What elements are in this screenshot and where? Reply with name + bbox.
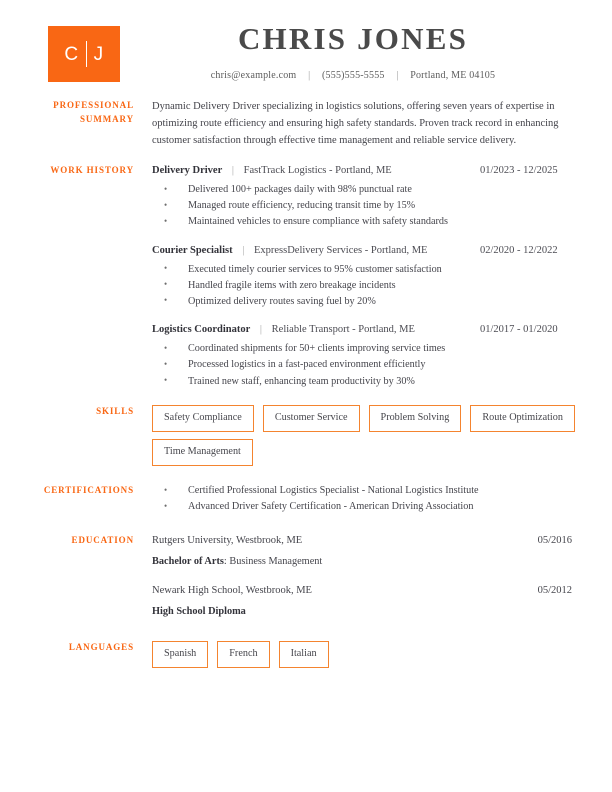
job-bullet: • Optimized delivery routes saving fuel by 20% [152,294,580,310]
contact-location: Portland, ME 04105 [410,70,496,82]
section-body-certifications [152,483,580,515]
job-heading-left [152,243,480,258]
skill-chip: Time Management [152,439,253,466]
section-label-certifications: CERTIFICATIONS [43,485,134,496]
education-row [152,583,580,599]
certification-item: • Certified Professional Logistics Specialist - National Logistics Institute [152,483,580,499]
education-date: 05/2012 [537,585,572,597]
job-company: Reliable Transport - Portland, ME [271,324,415,336]
education-entry [152,533,580,569]
monogram-initial-right: J [93,43,104,65]
job-separator: | [231,165,234,176]
monogram-initial-left: C [64,43,79,65]
job-company: FastTrack Logistics - Portland, ME [243,165,392,176]
contact-separator-2: | [396,70,399,82]
section-label-education: EDUCATION [71,535,134,546]
section-body-education [152,533,580,619]
education-degree [152,604,580,619]
job-bullet: • Delivered 100+ packages daily with 98% punctual rate [152,182,580,198]
job-bullet-list [152,341,580,389]
section-work-history [32,163,580,390]
job-title: Logistics Coordinator [152,324,251,336]
certification-item: • Advanced Driver Safety Certification - American Driving Association [152,499,580,515]
job-heading-left [152,163,480,178]
skills-chip-list [152,404,580,466]
section-skills [32,404,580,466]
job-bullet-list [152,262,580,310]
section-label-work-history: WORK HISTORY [50,165,134,175]
education-date: 05/2016 [537,535,572,547]
education-school: Newark High School, Westbrook, ME [152,585,312,597]
job-company: ExpressDelivery Services - Portland, ME [253,244,428,256]
skill-chip: Problem Solving [369,405,462,432]
section-body-work-history [152,163,580,390]
monogram-logo [48,26,120,82]
job-bullet-list [152,182,580,230]
job-dates: 01/2023 - 12/2025 [480,165,558,176]
job-separator: | [259,324,263,336]
contact-email[interactable]: chris@example.com [210,70,297,82]
work-history-entry [152,243,580,311]
skill-chip: Customer Service [263,405,360,432]
work-history-entry [152,163,580,231]
job-header [152,322,580,337]
job-dates: 01/2017 - 01/2020 [480,324,558,336]
summary-paragraph: Dynamic Delivery Driver specializing in logistics solutions, offering seven years of expertise in optimizing route efficiency and ensuring high safety standards. Proven track record in enhancing customer satisfaction through effective time management and reliable service delivery. [152,101,559,146]
job-heading-left [152,322,480,337]
language-chip: Italian [279,641,329,668]
section-education [32,533,580,619]
job-bullet: • Executed timely courier services to 95% customer satisfaction [152,262,580,278]
section-certifications [32,483,580,515]
language-chip: Spanish [152,641,208,668]
education-entry [152,583,580,619]
job-bullet: • Maintained vehicles to ensure compliance with safety standards [152,214,580,230]
candidate-name: CHRIS JONES [237,21,469,56]
job-title: Delivery Driver [152,165,223,176]
education-degree-title: Bachelor of Arts [152,556,224,568]
section-label-professional-summary [32,98,152,126]
section-label-languages: LANGUAGES [68,641,134,652]
section-languages [32,640,580,668]
job-header [152,243,580,258]
section-body-languages [152,640,580,668]
education-degree-field: : Business Management [223,556,323,568]
job-dates: 02/2020 - 12/2022 [480,244,558,256]
education-degree [152,554,580,569]
job-separator: | [242,244,245,256]
languages-chip-list [152,640,580,668]
section-body-skills [152,404,580,466]
job-bullet: • Trained new staff, enhancing team productivity by 30% [152,374,580,390]
job-bullet: • Processed logistics in a fast-paced environment efficiently [152,357,580,373]
skill-chip: Route Optimization [470,405,575,432]
section-label-line-1: PROFESSIONAL [53,100,134,110]
certification-list [152,483,580,515]
education-school: Rutgers University, Westbrook, ME [152,535,303,547]
resume-header [32,22,580,82]
monogram-inner [57,41,110,67]
job-bullet: • Coordinated shipments for 50+ clients improving service times [152,341,580,357]
header-text-block [120,22,580,81]
section-label-line-2: SUMMARY [80,113,134,124]
section-professional-summary [32,98,580,149]
job-header [152,163,580,178]
education-row [152,533,580,549]
job-bullet: • Managed route efficiency, reducing transit time by 15% [152,198,580,214]
skill-chip: Safety Compliance [152,405,254,432]
job-title: Courier Specialist [152,244,233,256]
section-label-skills: SKILLS [96,405,134,416]
work-history-entry [152,322,580,390]
language-chip: French [217,641,269,668]
job-bullet: • Handled fragile items with zero breakage incidents [152,278,580,294]
education-degree-title: High School Diploma [152,606,246,618]
section-body-professional-summary [152,98,580,149]
contact-separator-1: | [308,70,311,82]
contact-phone[interactable]: (555)555-5555 [322,70,385,82]
contact-line [146,70,560,81]
